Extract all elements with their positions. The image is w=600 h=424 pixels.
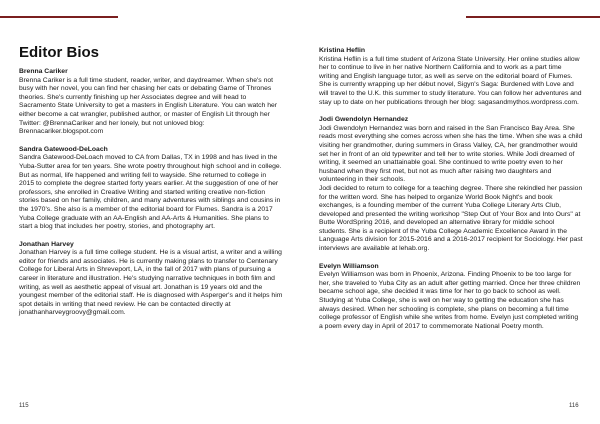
bio-text: Sandra Gatewood-DeLoach moved to CA from Dallas, TX in 1998 and has lived in the Yuba-Sutter area for ten years. She wrote poetry throughout high school and in college. But as normal, life happened and writing fell to wayside. She returned to college in 2015 to complete the degree started forty years earlier. At the suggestion of one of her professors, she enrolled in Creative Writing and started writing creative non-fiction stories based on her family, children, and many adventures with siblings and cousins in the 1970's. She also is a member of the editorial board for Flumes. Sandra is a 2017 Yuba College graduate with an AA-English and AA-Arts & Humanities. She plans to start a blog that includes her poetry, stories, and photography art. xyxy=(19,154,282,231)
bio-name: Evelyn Williamson xyxy=(319,262,379,270)
bio-text: Kristina Heflin is a full time student of Arizona State University. Her online studies allow her to continue to live in her native Northern California and to work as a part time writing and English language tutor, as well as serve on the editorial board of Flumes. She is currently wrapping up her début novel, Sigyn's Saga: Burdened with Love and will travel to the U.K. this summer to study literature. You can follow her adventures and stay up to date on her publications through her blog: sagasandmythos.wordpress.com. xyxy=(319,55,582,106)
bio-name: Jodi Gwendolyn Hernandez xyxy=(319,116,409,124)
bio-name: Kristina Heflin xyxy=(319,47,366,54)
bio-name: Sandra Gatewood-DeLoach xyxy=(19,145,108,153)
right-page xyxy=(300,0,600,424)
bio-text: Jonathan Harvey is a full time college student. He is a visual artist, a writer and a willing editor for friends and associates. He is currently making plans to transfer to Centenary College for Liberal Arts in Shreveport, LA, in the fall of 2017 with plans of pursuing a career in literature and illustration. He's studying narrative techniques in both film and writing, as well as aesthetic appeal of visual art. Jonathan is 19 years old and the youngest member of the editorial staff. He is diagnosed with Asperger's and it helps him spot details in writing that need review. He can be contacted directly at jonathanharveygroovy@gmail.com. xyxy=(19,249,283,317)
bio-jonathan-harvey xyxy=(19,241,283,318)
right-column xyxy=(319,47,583,340)
bio-text: Evelyn Williamson was born in Phoenix, Arizona. Finding Phoenix to be too large for her, she traveled to Yuba City as an adult after getting married. Once her three children became school age, she decided it was time for her to go back to school as well. Studying at Yuba College, she is well on her way to getting the education she has always desired. When her schooling is complete, she plans on becoming a full time college professor of English while she writes from home. Evelyn just completed writing a poem every day in April of 2017 to commemorate National Poetry month. xyxy=(319,271,581,330)
bio-brenna-cariker xyxy=(19,68,283,137)
bio-evelyn-williamson xyxy=(319,263,583,332)
left-column xyxy=(19,44,283,327)
bio-text: Brenna Cariker is a full time student, reader, writer, and daydreamer. When she's not busy with her novel, you can find her chasing her cats or debating Game of Thrones theories. She's currently finishing up her Associates degree and will head to Sacramento State University to get a masters in English Literature. You can watch her either become a cat wrangler, published author, or master of English Lit through her Twitter: @BrennaCariker and her lonely, but not unloved blog: Brennacariker.blogspot.com xyxy=(19,76,278,136)
bio-name: Jonathan Harvey xyxy=(19,240,74,248)
page-number: 116 xyxy=(569,403,579,409)
bio-jodi-gwendolyn-hernandez xyxy=(319,116,583,254)
bio-sandra-gatewood-deloach xyxy=(19,146,283,232)
bio-text: Jodi Gwendolyn Hernandez was born and raised in the San Francisco Bay Area. She reads most everything she comes across when she has the time. When she was a child visiting her grandmother, during summers in Grass Valley, CA, her grandmother would set her in front of an old typewriter and tell her to write stories. While Jodi dreamed of writing, it seemed an unattainable goal. She continued to write poetry even to her husband when they first met, but not as much after raising two daughters and volunteering in their schools. Jodi decided to return to college for a teaching degree. There she rekindled her passion for the written word. She has helped to organize World Book Night's and book exchanges, is a founding member of the current Yuba College Literary Arts Club, developed and presented the writing workshop "Step Out of Your Box and Into Ours" at Butte WordSpring 2016, and developed an alternative library for middle school students. She is a recipient of the Yuba College Academic Excellence Award in the Language Arts division for 2015-2016 and a 2016-2017 recipient for Sociology. Her past interviews are available at lehab.org. xyxy=(319,124,583,253)
page-title: Editor Bios xyxy=(19,44,100,61)
bio-kristina-heflin xyxy=(319,47,583,107)
page-number: 115 xyxy=(19,403,29,409)
bio-name: Brenna Cariker xyxy=(19,68,68,75)
